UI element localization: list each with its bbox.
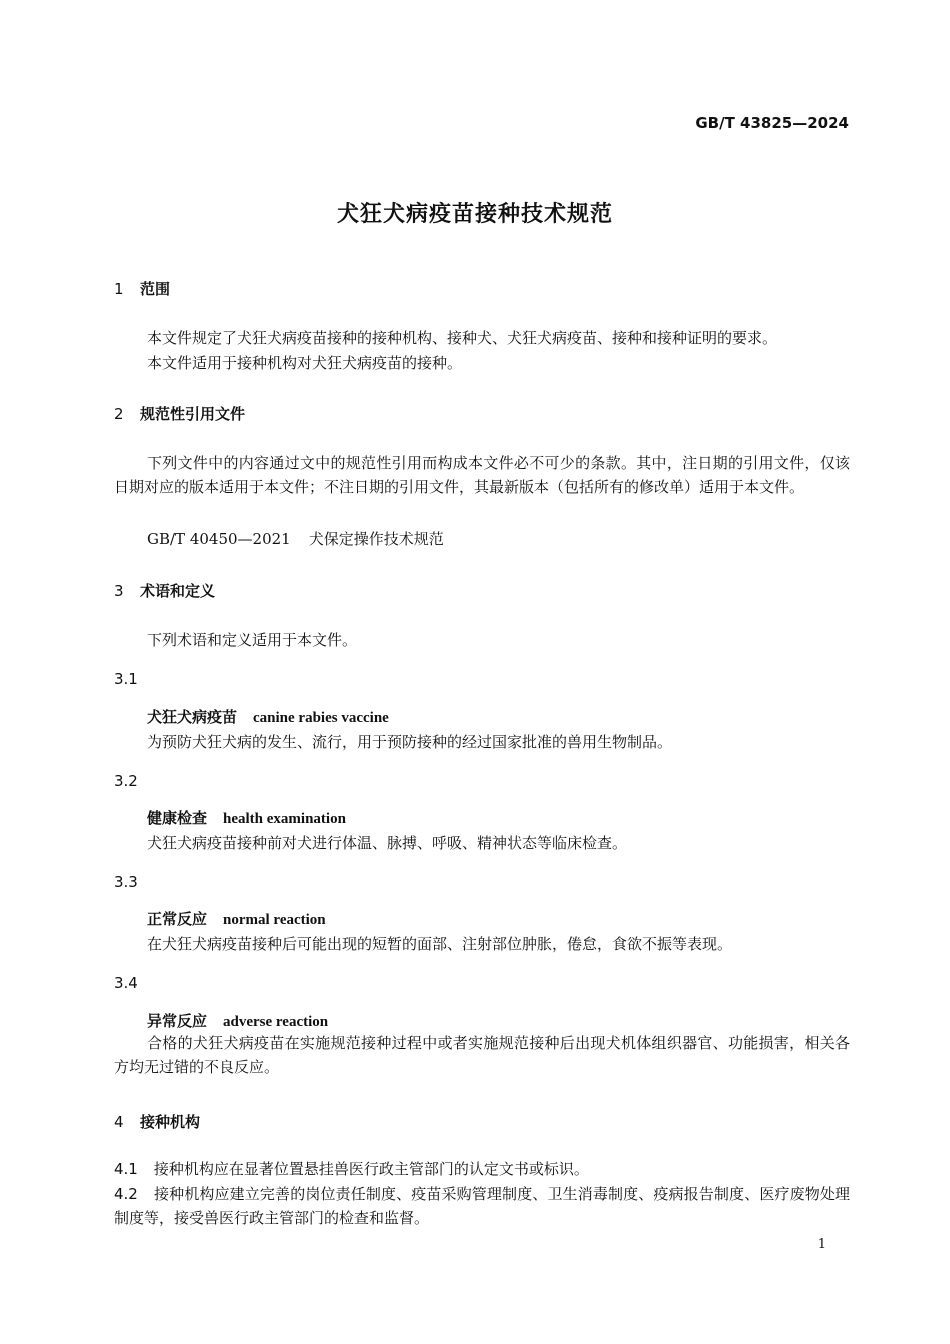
document-title: 犬狂犬病疫苗接种技术规范 [336,202,613,227]
clause-number: 3.3 [114,873,138,891]
paragraph: 本文件规定了犬狂犬病疫苗接种的接种机构、接种犬、犬狂犬病疫苗、接种和接种证明的要求。 [147,329,778,347]
section-number: 1 [114,280,124,298]
clause-text: 接种机构应在显著位置悬挂兽医行政主管部门的认定文书或标识。 [153,1160,589,1178]
term-en: normal reaction [223,912,326,928]
section-number: 4 [114,1113,124,1131]
page-number: 1 [817,1237,826,1252]
numbered-clause [114,1182,850,1230]
clause-text: 接种机构应建立完善的岗位责任制度、疫苗采购管理制度、卫生消毒制度、疫病报告制度、医疗废物处理制度等，接受兽医行政主管部门的检查和监督。 [114,1185,850,1227]
section-title: 范围 [140,280,171,298]
term-heading [147,1010,328,1031]
term-heading [147,908,326,929]
paragraph: 下列术语和定义适用于本文件。 [147,631,358,649]
term-heading [147,807,346,828]
reference-code: GB/T 40450—2021 [147,530,291,548]
section-number: 2 [114,405,124,423]
clause-number: 4.1 [114,1160,138,1178]
term-zh: 健康检查 [147,809,208,827]
section-heading-vaccination-institution [114,1111,200,1132]
clause-number: 3.1 [114,670,138,688]
term-definition: 合格的犬狂犬病疫苗在实施规范接种过程中或者实施规范接种后出现犬机体组织器官、功能损害，相关各方均无过错的不良反应。 [114,1034,850,1076]
document-code: GB/T 43825—2024 [695,114,849,132]
term-definition: 为预防犬狂犬病的发生、流行，用于预防接种的经过国家批准的兽用生物制品。 [147,733,673,751]
term-zh: 犬狂犬病疫苗 [147,708,238,726]
reference-title: 犬保定操作技术规范 [308,530,444,548]
section-title: 术语和定义 [140,582,216,600]
term-heading [147,706,389,727]
term-definition: 在犬狂犬病疫苗接种后可能出现的短暂的面部、注射部位肿胀，倦怠，食欲不振等表现。 [147,935,733,953]
term-en: canine rabies vaccine [253,710,389,726]
term-definition: 犬狂犬病疫苗接种前对犬进行体温、脉搏、呼吸、精神状态等临床检查。 [147,834,628,852]
paragraph: 本文件适用于接种机构对犬狂犬病疫苗的接种。 [147,354,463,372]
section-title: 接种机构 [140,1113,201,1131]
term-en: health examination [223,811,346,827]
section-heading-terms [114,580,215,601]
clause-number: 3.4 [114,974,138,992]
reference-entry [147,528,444,549]
section-heading-normative-references [114,403,245,424]
term-zh: 异常反应 [147,1012,208,1030]
section-number: 3 [114,582,124,600]
term-zh: 正常反应 [147,910,208,928]
numbered-clause [114,1157,850,1181]
paragraph: 下列文件中的内容通过文中的规范性引用而构成本文件必不可少的条款。其中，注日期的引用文件，仅该日期对应的版本适用于本文件；不注日期的引用文件，其最新版本（包括所有的修改单）适用于本文件。 [114,454,850,496]
section-heading-scope [114,278,170,299]
term-en: adverse reaction [223,1014,329,1030]
clause-number: 3.2 [114,772,138,790]
section-title: 规范性引用文件 [140,405,246,423]
clause-number: 4.2 [114,1185,138,1203]
